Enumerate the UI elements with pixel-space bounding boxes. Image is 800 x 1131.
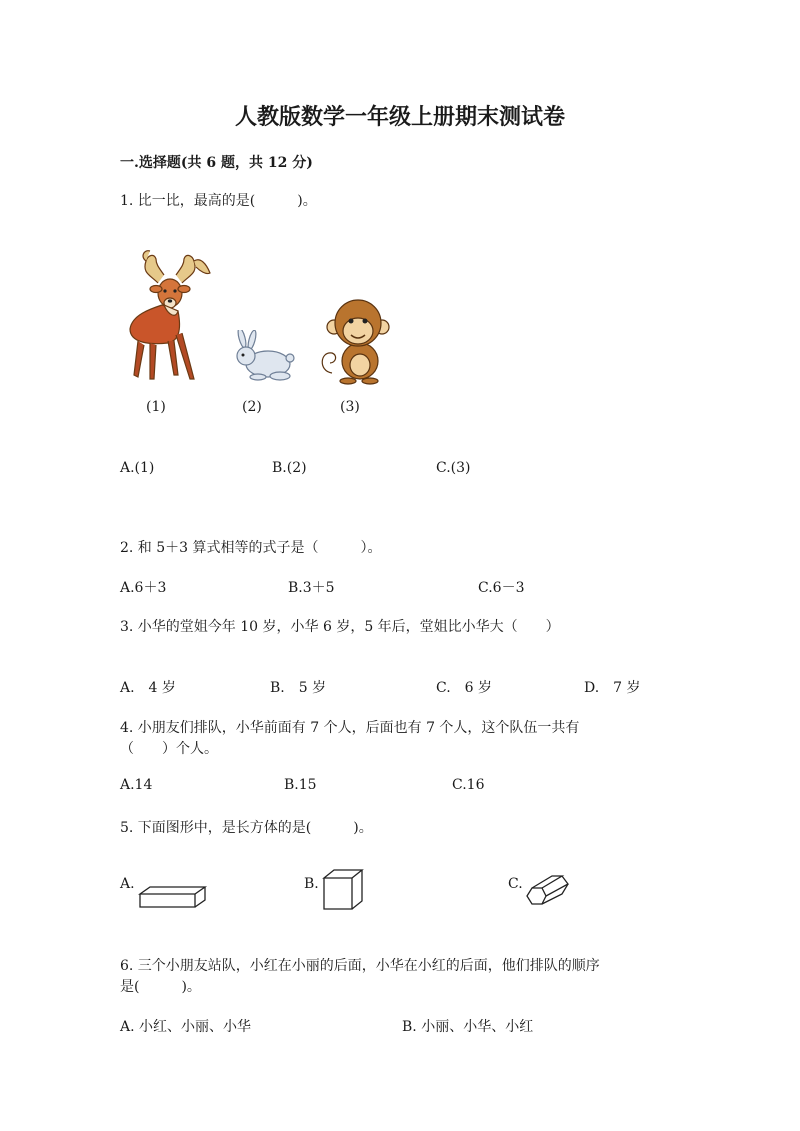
q5-option-c[interactable]: C. [508,876,523,892]
question-3-text: 3. 小华的堂姐今年 10 岁，小华 6 岁，5 年后，堂姐比小华大（ ） [120,619,560,635]
image-label-1: (1) [146,399,166,415]
section-heading: 一.选择题(共 6 题，共 12 分) [120,155,313,171]
q5-option-b[interactable]: B. [304,876,319,892]
question-6-text-line1: 6. 三个小朋友站队，小红在小丽的后面，小华在小红的后面，他们排队的顺序 [120,958,600,974]
question-4-text-line1: 4. 小朋友们排队，小华前面有 7 个人，后面也有 7 个人，这个队伍一共有 [120,720,580,736]
q1-option-a[interactable]: A.(1) [120,460,155,476]
q1-option-c[interactable]: C.(3) [436,460,471,476]
q1-option-b[interactable]: B.(2) [272,460,307,476]
page-title: 人教版数学一年级上册期末测试卷 [234,104,565,130]
monkey-image [318,295,390,385]
question-4-text-line2: （ ）个人。 [120,741,218,757]
question-2-text: 2. 和 5＋3 算式相等的式子是（ ）。 [120,540,382,556]
hexagonal-prism-shape [524,872,572,912]
image-label-2: (2) [242,399,262,415]
q4-option-c[interactable]: C.16 [452,777,485,793]
q3-option-d[interactable]: D. 7 岁 [584,680,641,696]
image-label-3: (3) [340,399,360,415]
question-5-text: 5. 下面图形中，是长方体的是( )。 [120,820,373,836]
q6-option-b[interactable]: B. 小丽、小华、小红 [402,1019,534,1035]
q2-option-c[interactable]: C.6－3 [478,580,525,596]
rabbit-image [228,330,298,385]
q2-option-b[interactable]: B.3＋5 [288,580,335,596]
deer-image [120,245,220,390]
q6-option-a[interactable]: A. 小红、小丽、小华 [120,1019,252,1035]
question-6-text-line2: 是( )。 [120,979,201,995]
q4-option-a[interactable]: A.14 [120,777,153,793]
flat-cuboid-shape [138,884,208,910]
q5-option-a[interactable]: A. [120,876,135,892]
q4-option-b[interactable]: B.15 [284,777,317,793]
cube-shape [322,868,364,912]
q3-option-b[interactable]: B. 5 岁 [270,680,327,696]
q3-option-c[interactable]: C. 6 岁 [436,680,493,696]
q2-option-a[interactable]: A.6＋3 [120,580,167,596]
question-1-text: 1. 比一比，最高的是( )。 [120,193,317,209]
q3-option-a[interactable]: A. 4 岁 [120,680,176,696]
